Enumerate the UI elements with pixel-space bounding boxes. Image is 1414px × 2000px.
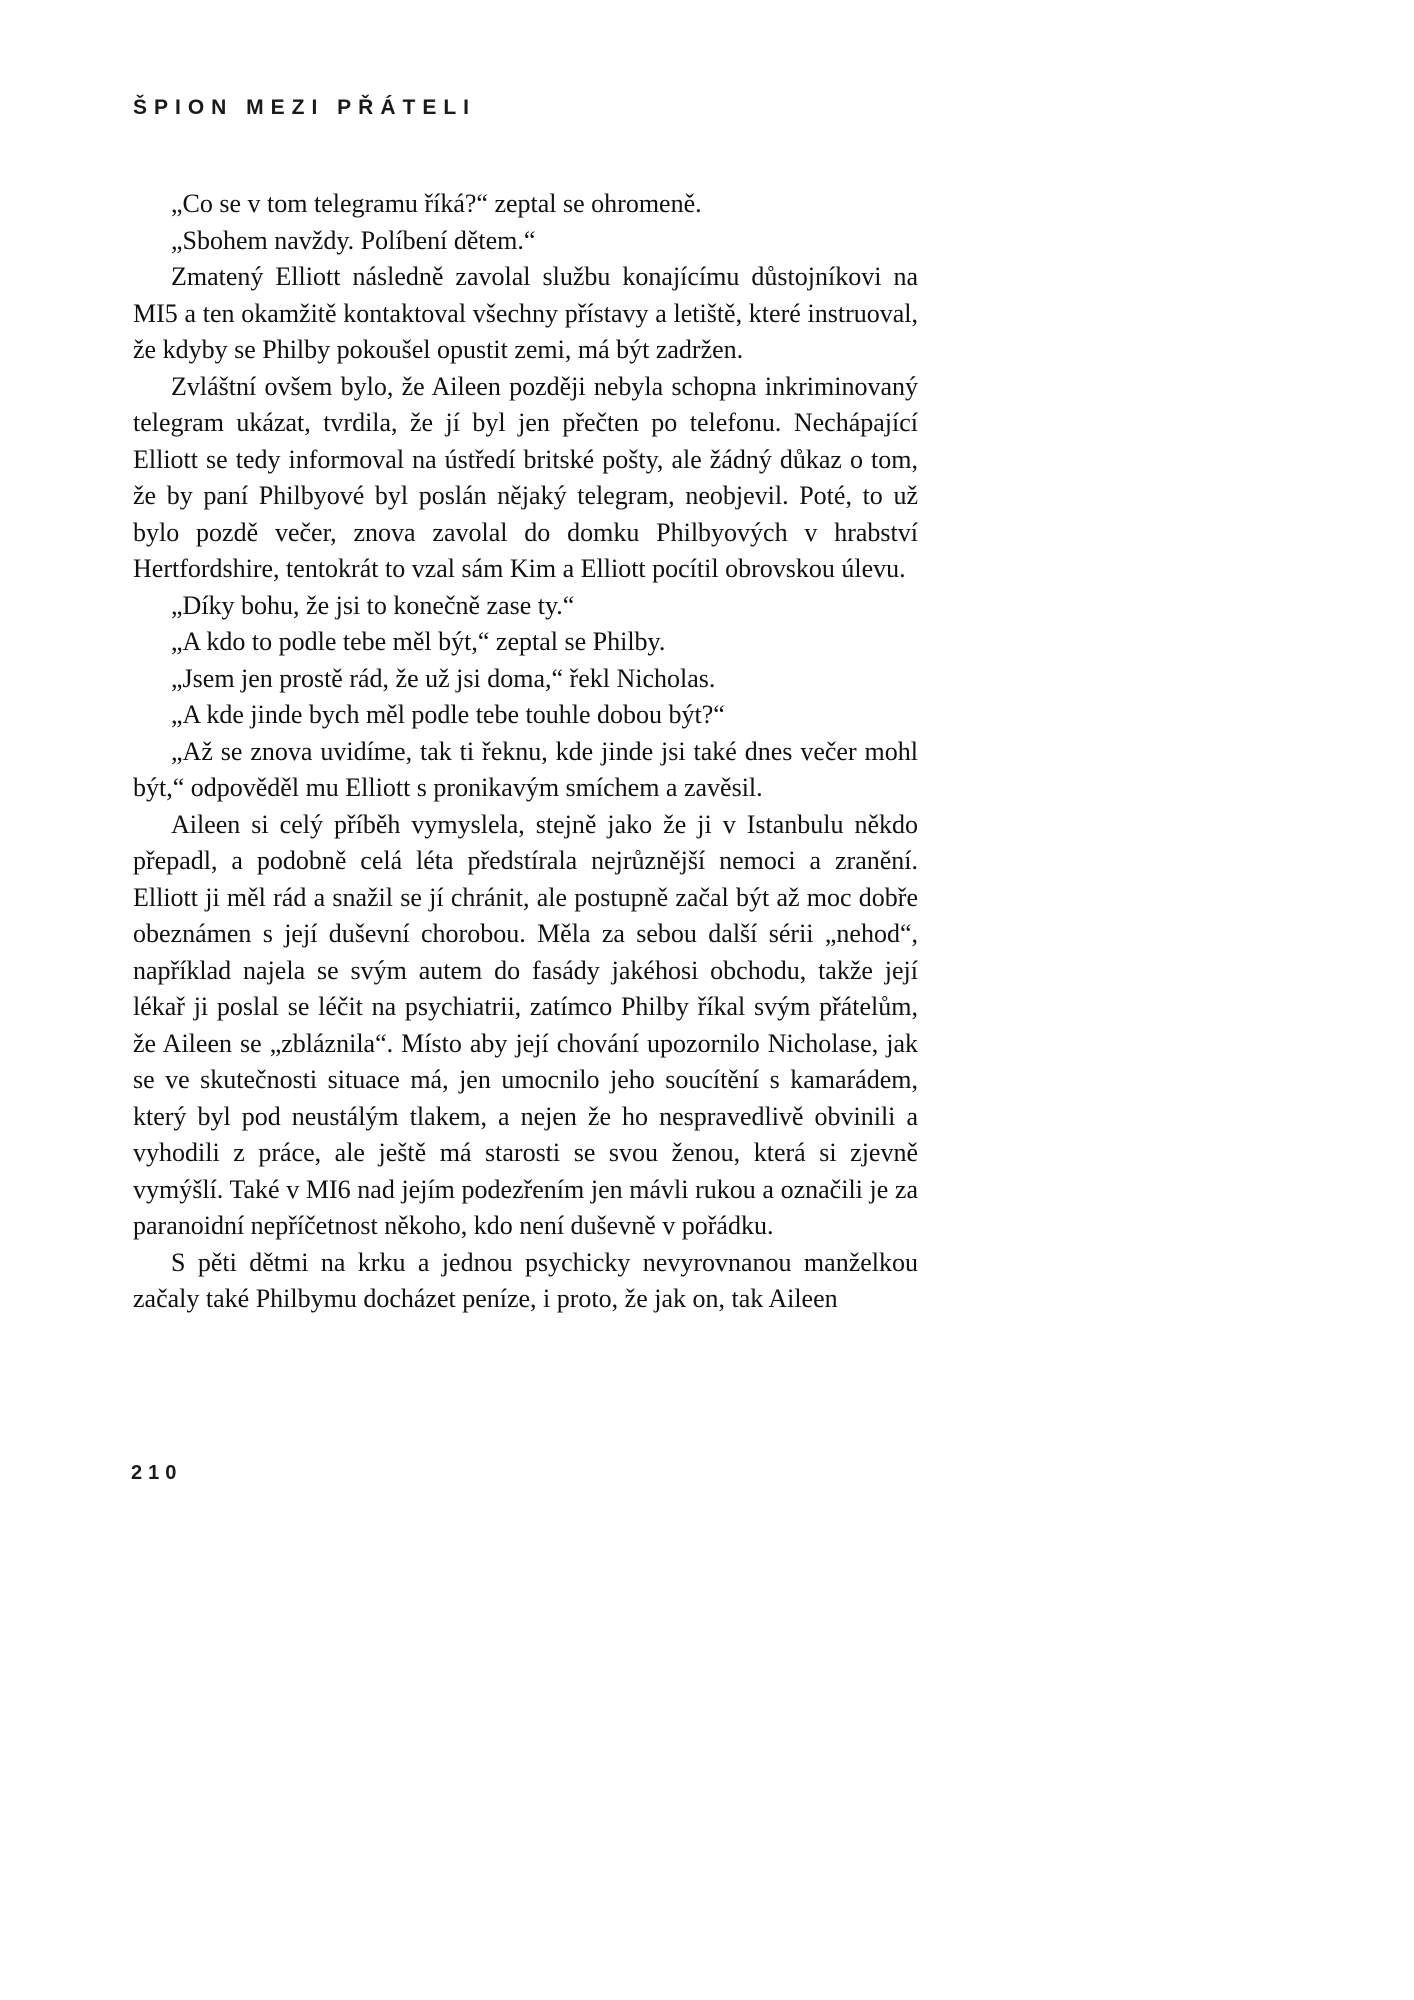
paragraph: „Díky bohu, že jsi to konečně zase ty.“: [171, 590, 575, 620]
paragraph: „Co se v tom telegramu říká?“ zeptal se ohromeně.: [171, 189, 702, 218]
paragraph: „A kdo to podle tebe měl být,“ zeptal se Philby.: [171, 627, 666, 656]
paragraph: „Sbohem navždy. Políbení dětem.“: [171, 225, 536, 255]
running-head: ŠPION MEZI PŘÁTELI: [133, 96, 477, 119]
paragraph: „Jsem jen prostě rád, že už jsi doma,“ řekl Nicholas.: [171, 663, 716, 693]
paragraph: S pěti dětmi na krku a jednou psychicky nevyrovnanou manželkou začaly také Philbymu docházet peníze, i proto, že jak on, tak Aileen: [133, 1247, 918, 1313]
paragraph: Aileen si celý příběh vymyslela, stejně jako že ji v Istanbulu někdo přepadl, a podobně celá léta předstírala nejrůznější nemoci a zranění. Elliott ji měl rád a snažil se jí chránit, ale postupně začal být až moc dobře obeznámen s její duševní chorobou. Měla za sebou další sérii „nehod“, například najela se svým autem do fasády jakéhosi obchodu, takže její lékař ji poslal se léčit na psychiatrii, zatímco Philby říkal svým přátelům, že Aileen se „zbláznila“. Místo aby její chování upozornilo Nicholase, jak se ve skutečnosti situace má, jen umocnilo jeho soucítění s kamarádem, který byl pod neustálým tlakem, a nejen že ho nespravedlivě obvinili a vyhodili z práce, ale ještě má starosti se svou ženou, která si zjevně vymýšlí. Také v MI6 nad jejím podezřením jen mávli rukou a označili je za paranoidní nepříčetnost někoho, kdo není duševně v pořádku.: [133, 809, 918, 1240]
paragraph: „Až se znova uvidíme, tak ti řeknu, kde jinde jsi také dnes večer mohl být,“ odpověděl mu Elliott s pronikavým smíchem a zavěsil.: [133, 736, 918, 802]
paragraph: Zmatený Elliott následně zavolal službu konajícímu důstojníkovi na MI5 a ten okamžitě kontaktoval všechny přístavy a letiště, které instruoval, že kdyby se Philby pokoušel opustit zemi, má být zadržen.: [133, 262, 918, 364]
page-number: 210: [131, 1462, 183, 1484]
body-text: [133, 186, 918, 1318]
paragraph: „A kde jinde bych měl podle tebe touhle dobou být?“: [171, 700, 725, 729]
paragraph: Zvláštní ovšem bylo, že Aileen později nebyla schopna inkriminovaný telegram ukázat, tvrdila, že jí byl jen přečten po telefonu. Nechápající Elliott se tedy informoval na ústředí britské pošty, ale žádný důkaz o tom, že by paní Philbyové byl poslán nějaký telegram, neobjevil. Poté, to už bylo pozdě večer, znova zavolal do domku Philbyových v hrabství Hertfordshire, tentokrát to vzal sám Kim a Elliott pocítil obrovskou úlevu.: [133, 371, 918, 583]
